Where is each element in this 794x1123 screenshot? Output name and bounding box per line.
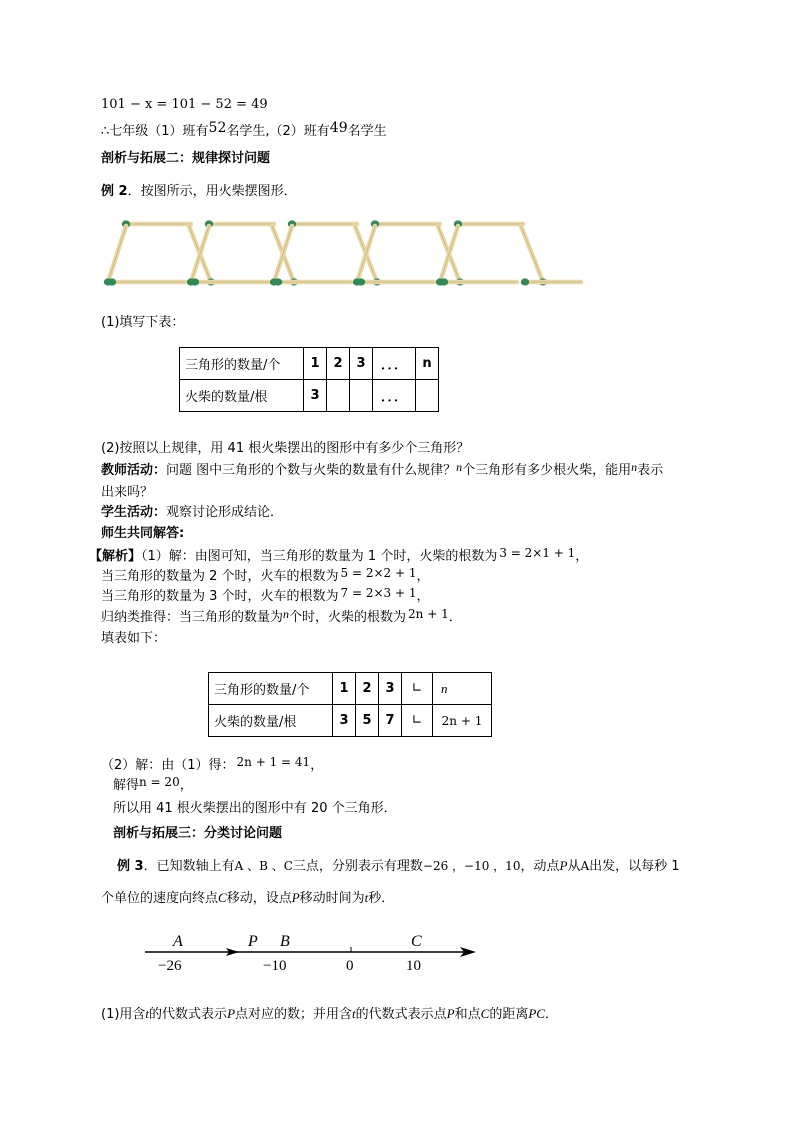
table-cell: 火柴的数量/根 (209, 705, 333, 737)
table-cell: n (416, 348, 439, 380)
solve-line (113, 774, 193, 793)
math: n = 20 (139, 775, 180, 789)
matchstick-edge (108, 226, 126, 282)
math: n (456, 460, 463, 474)
text: ．已知数轴上有 (143, 859, 235, 874)
teacher-activity-line2: 出来吗？ (101, 485, 154, 500)
heading-section-2: 剖析与拓展二：规律探讨问题 (101, 151, 271, 166)
text: 观察讨论形成结论． (166, 505, 284, 520)
text: 三点，分别表示有理数 (292, 859, 423, 874)
student-activity (101, 501, 283, 520)
text: 和点 (454, 1007, 481, 1022)
math: PC (528, 1006, 545, 1021)
math: P (227, 1006, 236, 1021)
table-cell: 7 (379, 705, 402, 737)
math: P (559, 858, 568, 873)
example-3-line2 (101, 887, 394, 906)
math: P (291, 890, 300, 905)
joint-solution-label: 师生共同解答: (101, 526, 185, 541)
math: 5 = 2×2 + 1 (340, 566, 417, 580)
table-cell (350, 380, 373, 412)
math: 3 = 2×1 + 1 (499, 546, 576, 560)
example-label: 例 3 (117, 859, 144, 874)
table-cell: ．．． (373, 348, 416, 380)
text: 移动，设点 (226, 891, 292, 906)
point-label-P: P (248, 933, 258, 950)
matchstick-triangles-figure (96, 216, 516, 296)
question-1: (1)填写下表： (101, 315, 185, 330)
point-label-C: C (411, 933, 422, 950)
text: 名学生,（2）班有 (226, 124, 330, 139)
text: 出发，以每秒 1 (589, 859, 680, 874)
question-2: (2)按照以上规律，用 41 根火柴摆出的图形中有多少个三角形？ (101, 441, 470, 456)
text: ， (575, 549, 589, 564)
text: （2）解：由（1）得： (101, 758, 235, 773)
math: A (580, 859, 590, 873)
match-head (521, 278, 529, 285)
text: ， (416, 589, 430, 604)
table-cell: 火柴的数量/根 (180, 380, 304, 412)
part2-line (101, 754, 323, 773)
math: t (145, 1006, 150, 1021)
text: 的代数式表示点 (355, 1007, 447, 1022)
math: A 、B 、C (234, 859, 293, 873)
matchstick-edge (521, 226, 543, 282)
tick-label: 10 (406, 958, 421, 974)
table-cell: ∟ (402, 673, 433, 705)
tick-label: 0 (346, 958, 354, 974)
table-cell: 5 (356, 705, 379, 737)
math: P (446, 1006, 455, 1021)
solution-line-3 (101, 585, 430, 604)
math: 49 (329, 120, 348, 136)
math: C (480, 1006, 490, 1021)
table-cell (327, 380, 350, 412)
table-cell: 2 (356, 673, 379, 705)
label: 学生活动： (101, 505, 167, 520)
text: ． (448, 610, 462, 625)
text: （1）解：由图可知，当三角形的数量为 1 个时，火柴的根数为 (141, 549, 498, 564)
table-cell: 3 (350, 348, 373, 380)
text: 名学生 (347, 124, 387, 139)
point-label-A: A (173, 933, 183, 950)
text: 秒． (368, 891, 395, 906)
text: 的距离 (489, 1007, 529, 1022)
math: 52 (208, 120, 227, 136)
table-cell: ．．． (373, 380, 416, 412)
so-line: 所以用 41 根火柴摆出的图形中有 20 个三角形． (113, 801, 397, 816)
solution-line-4 (101, 606, 462, 625)
math: 2n + 1 = 41 (236, 755, 311, 769)
table-cell (416, 380, 439, 412)
text: ， (179, 778, 193, 793)
match-head (274, 278, 282, 285)
table-cell: n (433, 673, 492, 705)
math: t (364, 890, 369, 905)
example-label: 例 2 (101, 184, 128, 199)
table-row (209, 673, 492, 705)
label: 教师活动： (101, 463, 167, 478)
table-row (209, 705, 492, 737)
text: ∴七年级（1）班有 (101, 124, 209, 139)
equation-line: 101 − x = 101 − 52 = 49 (101, 97, 268, 112)
math: −26 ，−10 ，10 (422, 859, 521, 873)
table-cell: 2n + 1 (433, 705, 492, 737)
text: 问题 图中三角形的个数与火柴的数量有什么规律？ (166, 463, 457, 478)
text: ， (416, 569, 430, 584)
math: n (631, 460, 638, 474)
final-question (101, 1003, 558, 1022)
solution-line-2 (101, 565, 430, 584)
table-cell: ∟ (402, 705, 433, 737)
text: ， (310, 758, 324, 773)
heading-section-3: 剖析与拓展三：分类讨论问题 (113, 826, 283, 841)
text: 从 (567, 859, 581, 874)
match-head (440, 278, 448, 285)
table-cell: 3 (304, 380, 327, 412)
text: 的代数式表示 (149, 1007, 228, 1022)
match-head (108, 278, 116, 285)
table-cell: 3 (333, 705, 356, 737)
text: 移动时间为 (299, 891, 365, 906)
math: C (218, 890, 227, 905)
text: 归纳类推得：当三角形的数量为 (101, 610, 284, 625)
tick-label: −10 (263, 958, 287, 974)
number-line (140, 930, 480, 980)
teacher-activity (101, 459, 663, 478)
example-2-title (101, 180, 297, 199)
math: t (352, 1006, 356, 1021)
table-cell: 1 (333, 673, 356, 705)
match-head (357, 278, 365, 285)
table-row (180, 348, 439, 380)
text: ． (544, 1007, 558, 1022)
tick-label: −26 (158, 958, 182, 974)
text: 个单位的速度向终点 (101, 891, 219, 906)
table-cell: 三角形的数量/个 (180, 348, 304, 380)
fill-table-text: 填表如下： (101, 631, 167, 646)
table-cell: 1 (304, 348, 327, 380)
text: 表示 (637, 463, 664, 478)
text: 当三角形的数量为 2 个时，火车的根数为 (101, 569, 339, 584)
text: (1)用含 (101, 1007, 146, 1022)
match-head (191, 278, 199, 285)
text: 个三角形有多少根火柴，能用 (462, 463, 632, 478)
math: n (283, 607, 290, 621)
text: 当三角形的数量为 3 个时，火车的根数为 (101, 589, 339, 604)
text: ．按图所示，用火柴摆图形． (127, 184, 297, 199)
fill-in-table (179, 347, 439, 412)
table-cell: 3 (379, 673, 402, 705)
example-3-line1 (117, 855, 680, 874)
point-label-B: B (280, 933, 290, 950)
label: 【解析】 (89, 549, 142, 564)
table-cell: 2 (327, 348, 350, 380)
conclusion-line (101, 120, 387, 139)
text: 点对应的数；并用含 (235, 1007, 353, 1022)
math: 7 = 2×3 + 1 (340, 586, 417, 600)
text: 解得 (113, 778, 140, 793)
text: 个时，火柴的根数为 (289, 610, 407, 625)
solution-line-1 (89, 545, 588, 564)
table-row (180, 380, 439, 412)
answer-table (208, 672, 492, 737)
math: 2n + 1 (408, 607, 449, 621)
table-cell: 三角形的数量/个 (209, 673, 333, 705)
text: ，动点 (520, 859, 560, 874)
